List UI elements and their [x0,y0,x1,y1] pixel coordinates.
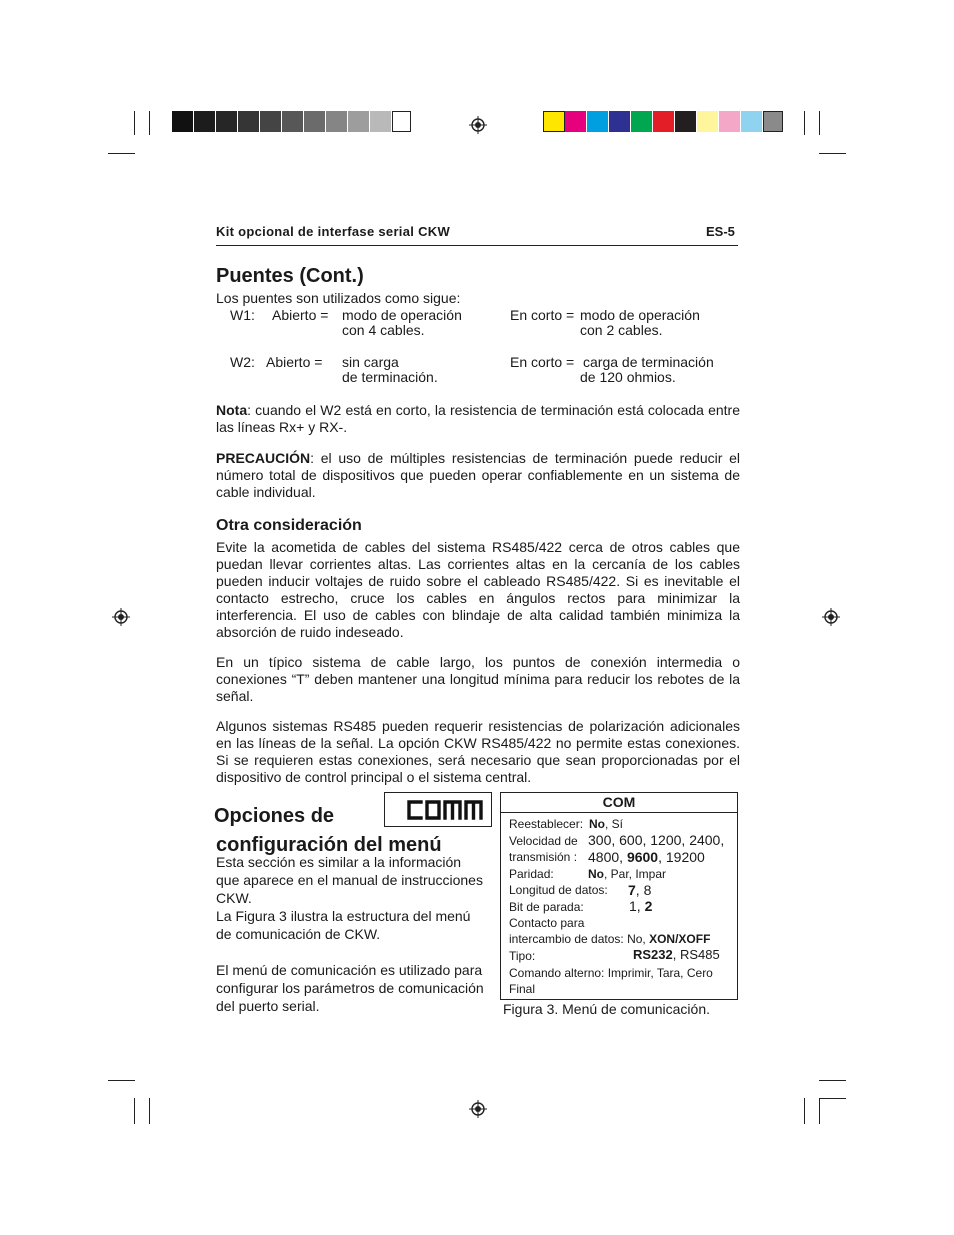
section-title-opciones-1: Opciones de [214,805,335,827]
opciones-p3-l2: configurar los parámetros de comunicación [216,980,484,996]
w1-open-desc-1: modo de operación [342,307,462,323]
type-rest: , RS485 [672,947,720,962]
caution-paragraph [216,450,740,501]
w1-short-label: En corto = [510,307,575,323]
note-text: : cuando el W2 está en corto, la resistencia de terminación está colocada entre las líneas Rx+ y RX-. [216,402,740,435]
baud-label-2: transmisión : [509,850,578,864]
color-swatch [763,111,783,132]
gray-swatch [260,111,281,132]
alt-command-final: Final [509,982,536,996]
type-default: RS232 [633,947,673,962]
w1-open-label: Abierto = [272,307,329,323]
baud-options-2 [588,849,705,865]
gray-swatch [172,111,193,132]
parity-options [588,866,666,882]
gray-swatch [194,111,215,132]
registration-mark-icon [112,608,130,626]
color-swatch [653,111,674,132]
handshake-default: XON/XOFF [649,932,711,946]
w2-open-label: Abierto = [266,354,323,370]
baud-default: 9600 [626,849,659,865]
gray-swatch [216,111,237,132]
gray-swatch [282,111,303,132]
lcd-segment-text [385,793,491,826]
gray-swatch [348,111,369,132]
gray-swatch [392,111,411,132]
header-rule [216,245,738,246]
opciones-p2-l2: de comunicación de CKW. [216,926,381,942]
w2-short-desc-1: carga de terminación [583,354,714,370]
reset-default: No [589,817,605,831]
registration-mark-icon [469,1100,487,1118]
page-number: ES-5 [706,224,735,239]
handshake-label-1: Contacto para [509,916,585,930]
alt-command-label: Comando alterno: Imprimir, Tara, Cero [509,966,713,980]
type-label: Tipo: [509,949,536,963]
section-title-puentes: Puentes (Cont.) [216,265,364,287]
w2-short-desc-2: de 120 ohmios. [580,369,676,385]
parity-default: No [588,867,604,881]
caution-text: : el uso de múltiples resistencias de terminación puede reducir el número total de dispositivos que pueden operar confiablemente en un sistema de cable individual. [216,450,740,500]
stop-1: 1, [629,898,641,914]
registration-mark-icon [822,608,840,626]
section-title-otra: Otra consideración [216,517,362,534]
paragraph-polarization: Algunos sistemas RS485 pueden requerir resistencias de polarización adicionales en las líneas de la señal. La opción CKW RS485/422 no permite estas conexiones. Si se requieren estas conexiones, será necesario que sean proporcionadas por el dispositivo de control principal o el sistema central. [216,718,740,785]
paragraph-long-system: En un típico sistema de cable largo, los puntos de conexión intermedia o conexiones “T” deben mantener una longitud mínima para reducir los rebotes de la señal. [216,654,740,704]
running-header-title: Kit opcional de interfase serial CKW [216,224,451,239]
com-menu-header: COM [501,793,737,813]
intro-text: Los puentes son utilizados como sigue: [216,290,461,306]
baud-options-1: 300, 600, 1200, 2400, [588,832,725,848]
opciones-p1-l3: CKW. [216,890,252,906]
gray-swatch [304,111,325,132]
color-swatch [719,111,740,132]
color-swatch [675,111,696,132]
color-swatch [697,111,718,132]
stop-default: 2 [644,898,653,914]
lcd-display [384,792,492,827]
length-default: 7 [628,882,636,898]
opciones-p1-l2: que aparece en el manual de instrucciones [216,872,483,888]
baud-19200: , 19200 [658,849,705,865]
w2-open-desc-1: sin carga [342,354,399,370]
stop-label: Bit de parada: [509,900,584,914]
color-swatch [543,111,565,132]
note-label: Nota [216,402,248,418]
parity-label: Paridad: [509,867,554,881]
length-label: Longitud de datos: [509,883,608,897]
opciones-p1-l1: Esta sección es similar a la información [216,854,462,870]
figure-caption: Figura 3. Menú de comunicación. [503,1001,710,1017]
gray-swatch [370,111,391,132]
color-swatch [609,111,630,132]
parity-rest: , Par, Impar [604,867,667,881]
w1-label: W1: [230,307,255,323]
handshake-options [509,931,710,947]
gray-swatch [326,111,347,132]
note-paragraph [216,402,740,436]
com-menu-figure [500,792,738,1000]
section-title-opciones-2: configuración del menú [216,834,442,856]
type-options [633,947,720,963]
w1-short-desc-1: modo de operación [580,307,700,323]
length-options [628,882,651,898]
color-swatch [741,111,762,132]
opciones-p2-l1: La Figura 3 ilustra la estructura del menú [216,908,471,924]
w1-short-desc-2: con 2 cables. [580,322,663,338]
w2-open-desc-2: de terminación. [342,369,438,385]
caution-label: PRECAUCIÓN [216,450,311,466]
color-swatch [565,111,586,132]
reset-rest: , Sí [605,817,624,831]
w2-short-label: En corto = [510,354,575,370]
length-rest: , 8 [635,882,652,898]
gray-swatch [238,111,259,132]
baud-label-1: Velocidad de [509,834,578,848]
registration-mark-icon [469,116,487,134]
color-swatch [587,111,608,132]
w1-open-desc-2: con 4 cables. [342,322,425,338]
baud-4800: 4800, [588,849,624,865]
paragraph-cables: Evite la acometida de cables del sistema RS485/422 cerca de otros cables que puedan llevar corrientes altas. Las corrientes altas en la cercanía de los cables pueden inducir voltajes de ruido sobre el cableado RS485/422. Si es inevitable el contacto estrecho, cruce los cables en ángulos rectos para minimizar la interferencia. El uso de cables con blindaje de alta calidad también minimiza la absorción de ruido indeseado. [216,539,740,640]
reset-label: Reestablecer: [509,817,584,831]
w2-label: W2: [230,354,255,370]
handshake-label-2: intercambio de datos: No, [509,932,646,946]
stop-options [629,898,652,914]
color-swatch [631,111,652,132]
reset-options [589,816,623,832]
opciones-p3-l3: del puerto serial. [216,998,320,1014]
opciones-p3-l1: El menú de comunicación es utilizado para [216,962,483,978]
